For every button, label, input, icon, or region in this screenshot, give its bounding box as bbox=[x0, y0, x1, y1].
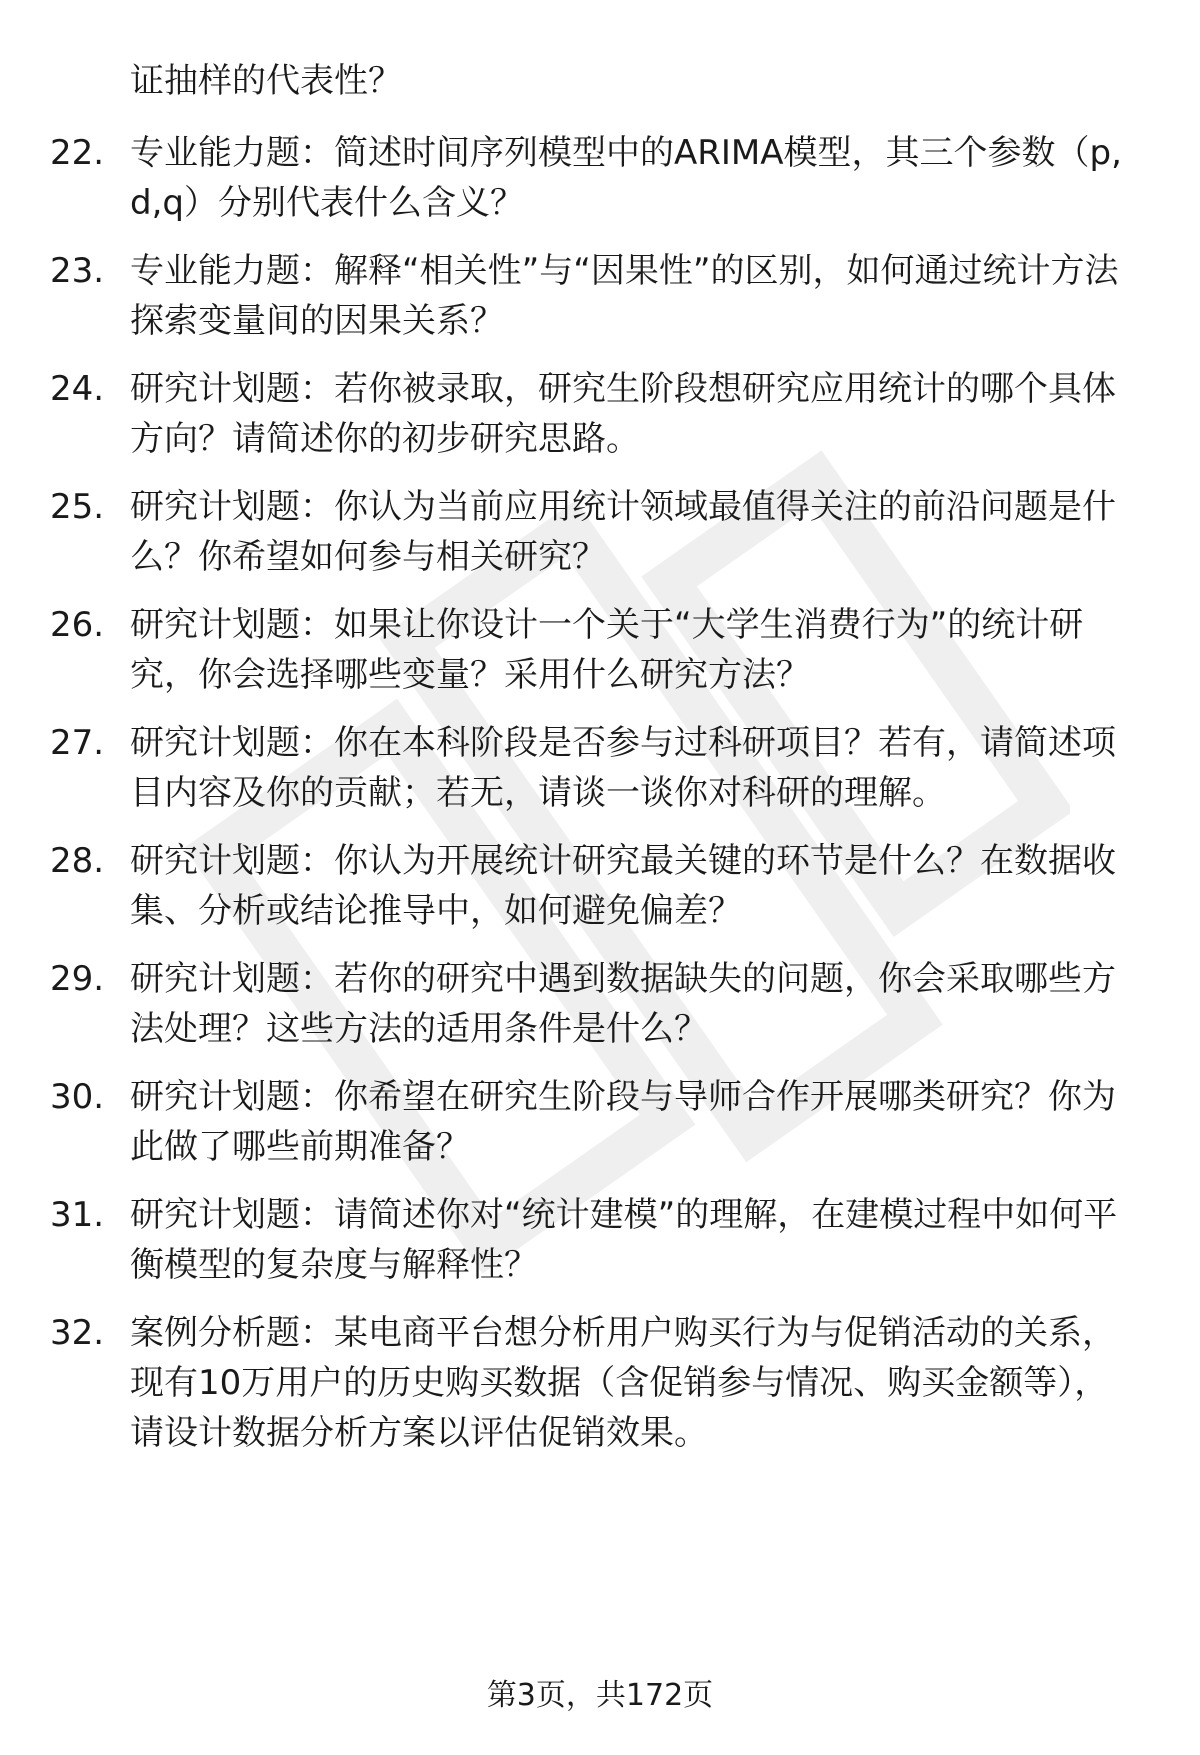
item-number: 23. bbox=[50, 251, 105, 291]
item-text: 研究计划题：请简述你对“统计建模”的理解，在建模过程中如何平衡模型的复杂度与解释性？ bbox=[130, 1195, 1118, 1285]
item-text: 研究计划题：你认为当前应用统计领域最值得关注的前沿问题是什么？你希望如何参与相关研究？ bbox=[130, 487, 1116, 577]
list-item-32 bbox=[50, 1308, 1150, 1458]
item-number: 32. bbox=[50, 1313, 105, 1353]
item-text: 研究计划题：若你的研究中遇到数据缺失的问题，你会采取哪些方法处理？这些方法的适用条件是什么？ bbox=[130, 959, 1116, 1049]
item-number: 26. bbox=[50, 605, 105, 645]
item-text: 专业能力题：解释“相关性”与“因果性”的区别，如何通过统计方法探索变量间的因果关系？ bbox=[130, 251, 1119, 341]
list-item-23 bbox=[50, 246, 1150, 346]
item-text: 研究计划题：你希望在研究生阶段与导师合作开展哪类研究？你为此做了哪些前期准备？ bbox=[130, 1077, 1116, 1167]
item-text: 研究计划题：若你被录取，研究生阶段想研究应用统计的哪个具体方向？请简述你的初步研究思路。 bbox=[130, 369, 1116, 459]
item-text: 案例分析题：某电商平台想分析用户购买行为与促销活动的关系，现有10万用户的历史购买数据（含促销参与情况、购买金额等），请设计数据分析方案以评估促销效果。 bbox=[130, 1313, 1116, 1453]
list-item-25 bbox=[50, 482, 1150, 582]
item-number: 30. bbox=[50, 1077, 105, 1117]
list-item-24 bbox=[50, 364, 1150, 464]
list-item-31 bbox=[50, 1190, 1150, 1290]
continuation-text: 证抽样的代表性？ bbox=[130, 61, 402, 101]
item-number: 29. bbox=[50, 959, 105, 999]
item-text: 研究计划题：你认为开展统计研究最关键的环节是什么？在数据收集、分析或结论推导中，如何避免偏差？ bbox=[130, 841, 1116, 931]
list-item-30 bbox=[50, 1072, 1150, 1172]
item-number: 28. bbox=[50, 841, 105, 881]
item-number: 27. bbox=[50, 723, 105, 763]
list-item-29 bbox=[50, 954, 1150, 1054]
item-number: 31. bbox=[50, 1195, 105, 1235]
list-item-26 bbox=[50, 600, 1150, 700]
list-item-28 bbox=[50, 836, 1150, 936]
item-text: 专业能力题：简述时间序列模型中的ARIMA模型，其三个参数（p,d,q）分别代表什么含义？ bbox=[130, 133, 1122, 223]
item-number: 24. bbox=[50, 369, 105, 409]
page-footer: 第3页，共172页 bbox=[486, 1678, 714, 1713]
item-text: 研究计划题：如果让你设计一个关于“大学生消费行为”的统计研究，你会选择哪些变量？采用什么研究方法？ bbox=[130, 605, 1084, 695]
list-item-22 bbox=[50, 128, 1150, 228]
item-number: 22. bbox=[50, 133, 105, 173]
item-number: 25. bbox=[50, 487, 105, 527]
list-item-27 bbox=[50, 718, 1150, 818]
item-text: 研究计划题：你在本科阶段是否参与过科研项目？若有，请简述项目内容及你的贡献；若无，请谈一谈你对科研的理解。 bbox=[130, 723, 1116, 813]
